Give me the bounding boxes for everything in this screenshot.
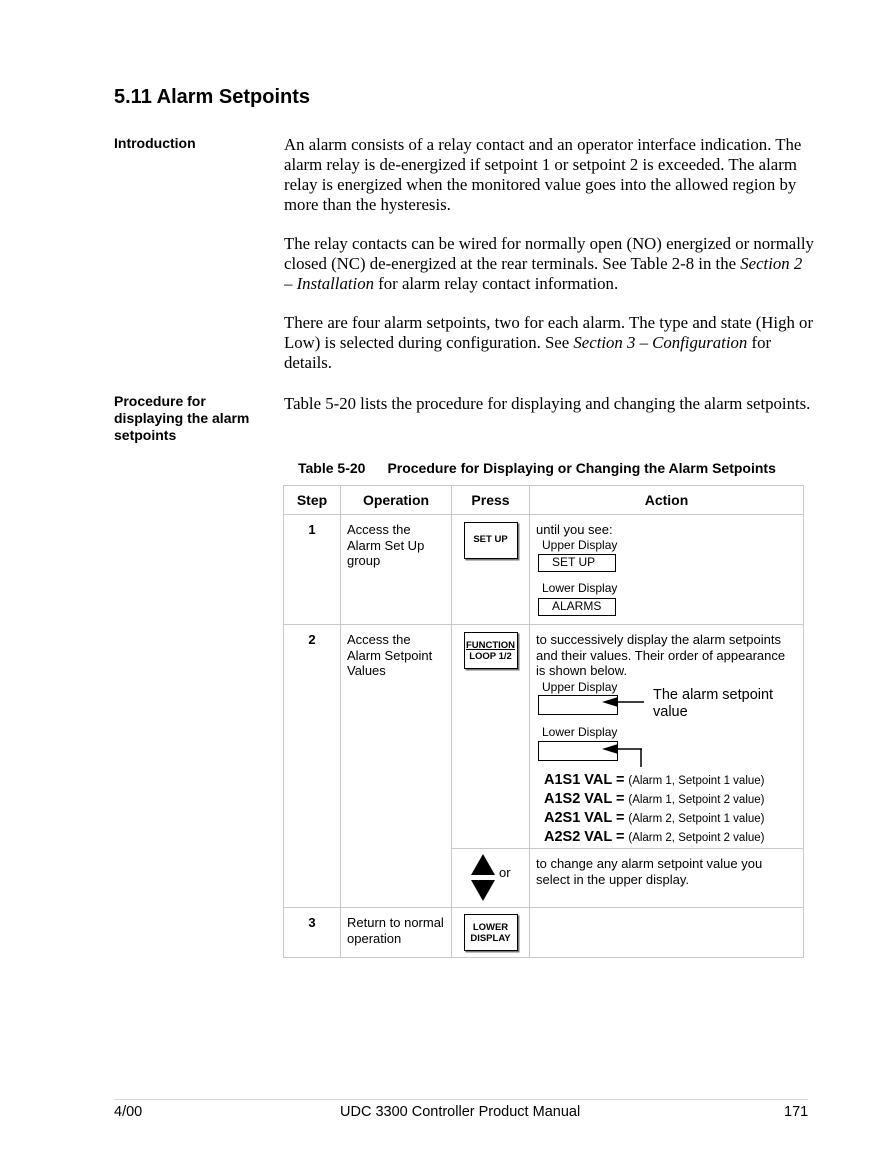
procedure-paragraph xyxy=(284,394,814,414)
action-cell xyxy=(530,515,804,625)
press-cell xyxy=(452,515,530,625)
list-item: A2S1 VAL = (Alarm 2, Setpoint 1 value) xyxy=(544,809,765,826)
footer-date: 4/00 xyxy=(114,1104,143,1120)
list-item: A1S1 VAL = (Alarm 1, Setpoint 1 value) xyxy=(544,771,765,788)
intro-p3-section-ref: Section 3 – Configuration xyxy=(573,333,748,352)
intro-p3-text-a: There are four alarm setpoints, two for each alarm. The type and state (High or Low) is selected during configuration. See xyxy=(284,313,814,352)
action-cell xyxy=(530,625,804,849)
header-operation: Operation xyxy=(341,486,452,515)
procedure-paragraph-text: Table 5-20 lists the procedure for displaying and changing the alarm setpoints. xyxy=(284,394,811,413)
list-item: A2S2 VAL = (Alarm 2, Setpoint 2 value) xyxy=(544,828,765,845)
table-caption-title: Procedure for Displaying or Changing the Alarm Setpoints xyxy=(387,460,776,476)
section-title: 5.11 Alarm Setpoints xyxy=(114,86,310,108)
upper-display-label: Upper Display xyxy=(542,679,618,694)
operation-text: Return to normal operation xyxy=(341,908,452,958)
step-number: 2 xyxy=(284,625,341,908)
header-step: Step xyxy=(284,486,341,515)
table-header-row xyxy=(284,486,804,515)
operation-text: Access the Alarm Setpoint Values xyxy=(341,625,452,908)
lower-display-key-button[interactable] xyxy=(464,914,518,951)
step-number: 3 xyxy=(284,908,341,958)
arrow-keys xyxy=(452,849,529,907)
lower-key-line2: DISPLAY xyxy=(470,933,511,944)
alarm-setpoint-note: The alarm setpoint value xyxy=(653,687,774,720)
setup-key-button[interactable] xyxy=(464,522,518,559)
intro-p2-section-ref: Section 2 – Installation xyxy=(284,254,803,293)
function-loop-key-button[interactable] xyxy=(464,632,518,669)
setpoint-pointer-arrows xyxy=(530,625,804,849)
upper-display-label: Upper Display xyxy=(542,537,618,552)
or-label: or xyxy=(499,865,511,880)
list-item: A1S2 VAL = (Alarm 1, Setpoint 2 value) xyxy=(544,790,765,807)
lower-display-label: Lower Display xyxy=(542,725,618,739)
function-key-line1: FUNCTION xyxy=(465,640,516,651)
intro-paragraph-2 xyxy=(284,234,814,294)
action-cell xyxy=(530,849,804,908)
step-number: 1 xyxy=(284,515,341,625)
press-cell xyxy=(452,625,530,849)
table-caption-number: Table 5-20 xyxy=(298,460,366,476)
footer-title: UDC 3300 Controller Product Manual xyxy=(340,1104,581,1120)
upper-display xyxy=(538,554,616,572)
lower-display-value: ALARMS xyxy=(552,598,602,613)
intro-p2-text-b: for alarm relay contact information. xyxy=(373,274,619,293)
function-key-line2: LOOP 1/2 xyxy=(469,651,512,662)
up-arrow-icon[interactable] xyxy=(471,854,495,875)
introduction-label: Introduction xyxy=(114,135,196,151)
procedure-table xyxy=(283,485,804,958)
footer-divider xyxy=(114,1099,808,1100)
lower-arrow-head xyxy=(602,744,618,754)
table-row xyxy=(284,625,804,849)
action-cell xyxy=(530,908,804,958)
intro-p3-text-b: for details. xyxy=(284,333,772,372)
action-text: to change any alarm setpoint value you select in the upper display. xyxy=(536,856,763,887)
lower-display-label: Lower Display xyxy=(542,581,618,595)
upper-display-value: SET UP xyxy=(552,555,596,569)
intro-p2-text-a: The relay contacts can be wired for normally open (NO) energized or normally closed (NC) de-energized at the rear terminals. See Table 2-8 in the xyxy=(284,234,814,273)
down-arrow-icon[interactable] xyxy=(471,880,495,901)
press-cell xyxy=(452,849,530,908)
lower-display xyxy=(538,598,616,616)
intro-paragraph-3 xyxy=(284,313,814,373)
intro-paragraph-1 xyxy=(284,135,814,215)
intro-paragraph-1-text: An alarm consists of a relay contact and an operator interface indication. The alarm relay is de-energized if setpoint 1 or setpoint 2 is exceeded. The alarm relay is energized when the monitored value goes into the allowed region by more than the hysteresis. xyxy=(284,135,802,214)
up-down-arrow-icon[interactable] xyxy=(470,854,496,902)
header-action: Action xyxy=(530,486,804,515)
setup-key-label: SET UP xyxy=(473,534,508,545)
upper-arrow-head xyxy=(602,697,618,707)
page-number: 171 xyxy=(784,1104,809,1120)
header-press: Press xyxy=(452,486,530,515)
action-text: until you see: xyxy=(536,522,613,537)
press-cell xyxy=(452,908,530,958)
operation-text: Access the Alarm Set Up group xyxy=(341,515,452,625)
table-row xyxy=(284,908,804,958)
action-text: to successively display the alarm setpoints and their values. Their order of appearance is shown below. xyxy=(536,632,786,678)
table-caption xyxy=(298,460,776,476)
procedure-label: Procedure for displaying the alarm setpoints xyxy=(114,393,250,443)
table-row xyxy=(284,515,804,625)
lower-key-line1: LOWER xyxy=(472,922,509,933)
